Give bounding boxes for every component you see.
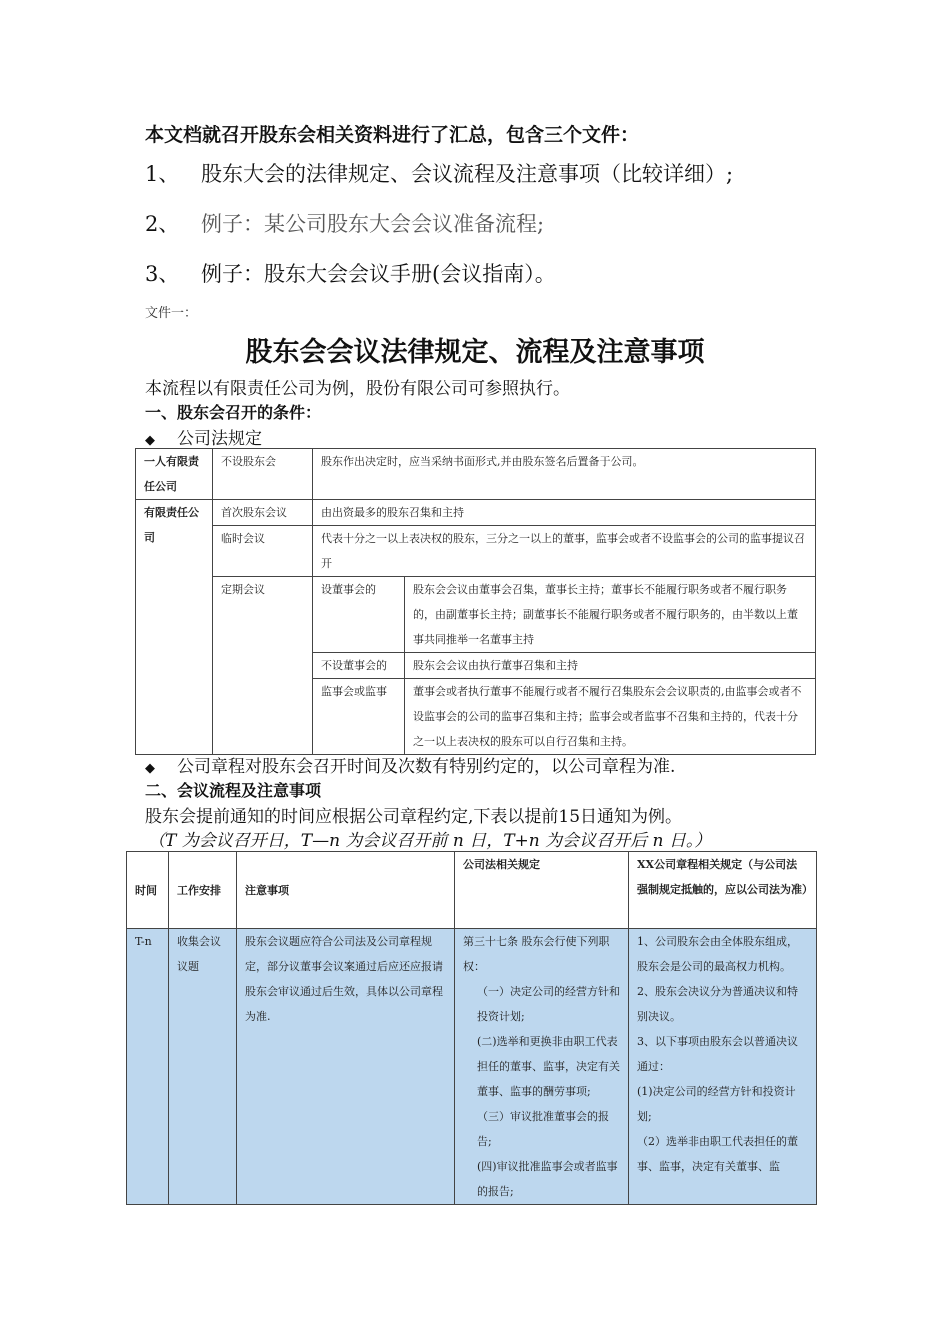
cell-work: 收集会议议题 [169, 929, 237, 1205]
list-number: 3、 [145, 262, 180, 286]
cell-description: 董事会或者执行董事不能履行或者不履行召集股东会会议职责的,由监事会或者不设监事会的公司的监事召集和主持；监事会或者监事不召集和主持的，代表十分之一以上表决权的股东可以自行召集和主持。 [405, 679, 816, 755]
bullet-text: 公司法规定 [177, 429, 262, 449]
cell-meeting-type: 临时会议 [213, 526, 313, 577]
law-item: (二)选举和更换非由职工代表担任的董事、监事，决定有关董事、监事的酬劳事项; [477, 1035, 620, 1098]
cell-charter [629, 929, 817, 1205]
cell-condition: 监事会或监事 [313, 679, 405, 755]
cell-description: 股东作出决定时，应当采纳书面形式,并由股东签名后置备于公司。 [313, 449, 816, 500]
cell-description: 股东会会议由执行董事召集和主持 [405, 653, 816, 679]
list-item [145, 258, 556, 288]
cell-notes: 股东会议题应符合公司法及公司章程规定，部分议董事会议案通过后应还应报请股东会审议通过后生效，具体以公司章程为准. [237, 929, 455, 1205]
bullet-diamond-icon: ◆ [145, 761, 155, 776]
time-note: （T 为会议召开日，T—n 为会议召开前 n 日，T+n 为会议召开后 n 日。） [148, 831, 712, 851]
list-text: 例子：某公司股东大会会议准备流程; [201, 212, 545, 236]
charter-item: 1、公司股东会由全体股东组成，股东会是公司的最高权力机构。 [637, 935, 798, 973]
header-time: 时间 [127, 852, 169, 929]
section-heading-2: 二、会议流程及注意事项 [145, 781, 322, 800]
charter-item: （2）选举非由职工代表担任的董事、监事，决定有关董事、监 [637, 1135, 798, 1173]
cell-condition: 设董事会的 [313, 577, 405, 653]
cell-company-type: 有限责任公司 [136, 500, 213, 755]
file-label: 文件一： [145, 306, 198, 321]
intro-title: 本文档就召开股东会相关资料进行了汇总，包含三个文件： [145, 124, 640, 146]
list-text: 股东大会的法律规定、会议流程及注意事项（比较详细）; [201, 162, 734, 186]
header-charter: XX公司章程相关规定（与公司法强制规定抵触的，应以公司法为准） [629, 852, 817, 929]
bullet-diamond-icon: ◆ [145, 433, 155, 448]
header-law: 公司法相关规定 [455, 852, 629, 929]
law-item: （一）决定公司的经营方针和投资计划; [477, 985, 620, 1023]
list-text: 例子：股东大会会议手册(会议指南）。 [201, 262, 556, 286]
law-item: (四)审议批准监事会或者监事的报告; [477, 1160, 618, 1198]
charter-item: 3、以下事项由股东会以普通决议通过： [637, 1035, 798, 1073]
bullet-item [145, 752, 675, 777]
law-item: （三）审议批准董事会的报告; [477, 1110, 609, 1148]
cell-meeting-type: 首次股东会议 [213, 500, 313, 526]
document-title: 股东会会议法律规定、流程及注意事项 [245, 337, 705, 368]
cell-time: T-n [127, 929, 169, 1205]
cell-description: 股东会会议由董事会召集，董事长主持；董事长不能履行职务或者不履行职务的，由副董事长主持；副董事长不能履行职务或者不履行职务的，由半数以上董事共同推举一名董事主持 [405, 577, 816, 653]
cell-company-type: 一人有限责任公司 [136, 449, 213, 500]
bullet-item [145, 424, 262, 449]
cell-description: 由出资最多的股东召集和主持 [313, 500, 816, 526]
list-item [145, 208, 544, 238]
cell-meeting-type: 定期会议 [213, 577, 313, 755]
intro-paragraph: 本流程以有限责任公司为例，股份有限公司可参照执行。 [145, 379, 570, 399]
charter-item: (1)决定公司的经营方针和投资计划; [637, 1085, 796, 1123]
charter-item: 2、股东会决议分为普通决议和特别决议。 [637, 985, 798, 1023]
cell-meeting-type: 不设股东会 [213, 449, 313, 500]
conditions-table [135, 448, 816, 755]
list-number: 1、 [145, 162, 180, 186]
list-item [145, 158, 733, 188]
section-heading-1: 一、股东会召开的条件： [145, 403, 322, 422]
list-number: 2、 [145, 212, 180, 236]
process-paragraph: 股东会提前通知的时间应根据公司章程约定,下表以提前15日通知为例。 [145, 807, 683, 827]
header-work: 工作安排 [169, 852, 237, 929]
bullet-text: 公司章程对股东会召开时间及次数有特别约定的，以公司章程为准. [177, 757, 676, 777]
header-notes: 注意事项 [237, 852, 455, 929]
cell-description: 代表十分之一以上表决权的股东，三分之一以上的董事，监事会或者不设监事会的公司的监事提议召开 [313, 526, 816, 577]
law-intro: 第三十七条 股东会行使下列职权： [463, 935, 610, 973]
cell-law [455, 929, 629, 1205]
cell-condition: 不设董事会的 [313, 653, 405, 679]
process-table [126, 851, 817, 1205]
